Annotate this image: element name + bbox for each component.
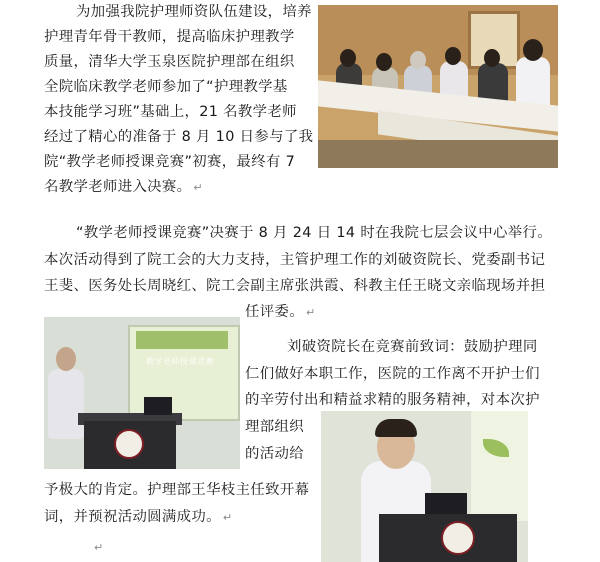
paragraph-mark: ↵ bbox=[305, 306, 316, 319]
p3-line-3: 的辛劳付出和精益求精的服务精神，对本次护 bbox=[245, 392, 540, 408]
speaker-man-photo bbox=[44, 317, 240, 469]
p1-line-8: 名教学老师进入决赛。 ↵ bbox=[44, 179, 203, 195]
paragraph-mark: ↵ bbox=[193, 181, 203, 194]
paragraph-mark: ↵ bbox=[94, 541, 104, 554]
p3-line-7: 词，并预祝活动圆满成功。 ↵ bbox=[44, 509, 233, 525]
p2-line-1: “教学老师授课竞赛”决赛于 8 月 24 日 14 时在我院七层会议中心举行。 bbox=[76, 225, 552, 241]
empty-paragraph bbox=[92, 537, 104, 558]
p3-line-6: 予极大的肯定。护理部王华枝主任致开幕 bbox=[44, 482, 310, 498]
paragraph-mark: ↵ bbox=[222, 511, 233, 524]
p2-line-2: 本次活动得到了院工会的大力支持，主管护理工作的刘破资院长、党委副书记 bbox=[44, 252, 546, 268]
projector-screen-title: 教学老师授课竞赛 bbox=[146, 357, 214, 366]
p1-line-6: 经过了精心的准备于 8 月 10 日参与了我 bbox=[44, 129, 314, 145]
speaker-woman-photo bbox=[321, 411, 528, 562]
p3-line-1: 刘破资院长在竞赛前致词：鼓励护理同 bbox=[287, 339, 538, 355]
p1-line-7: 院“教学老师授课竞赛”初赛，最终有 7 bbox=[44, 154, 296, 170]
p3-line-4: 理部组织 bbox=[245, 419, 304, 435]
p2-line-3: 王斐、医务处长周晓红、院工会副主席张洪霞、科教主任王晓文亲临现场并担 bbox=[44, 278, 546, 294]
p1-line-5: 本技能学习班”基础上，21 名教学老师 bbox=[44, 104, 297, 120]
p1-line-2: 护理青年骨干教师，提高临床护理教学 bbox=[44, 29, 295, 45]
p1-line-1: 为加强我院护理师资队伍建设，培养 bbox=[76, 4, 312, 20]
p3-line-2: 仁们做好本职工作，医院的工作离不开护士们 bbox=[245, 366, 540, 382]
p1-line-3: 质量，清华大学玉泉医院护理部在组织 bbox=[44, 54, 295, 70]
p3-line-5: 的活动给 bbox=[245, 446, 304, 462]
p1-line-4: 全院临床教学老师参加了“护理教学基 bbox=[44, 79, 288, 95]
p2-line-4: 任评委。 ↵ bbox=[245, 304, 316, 320]
classroom-photo bbox=[318, 5, 558, 168]
